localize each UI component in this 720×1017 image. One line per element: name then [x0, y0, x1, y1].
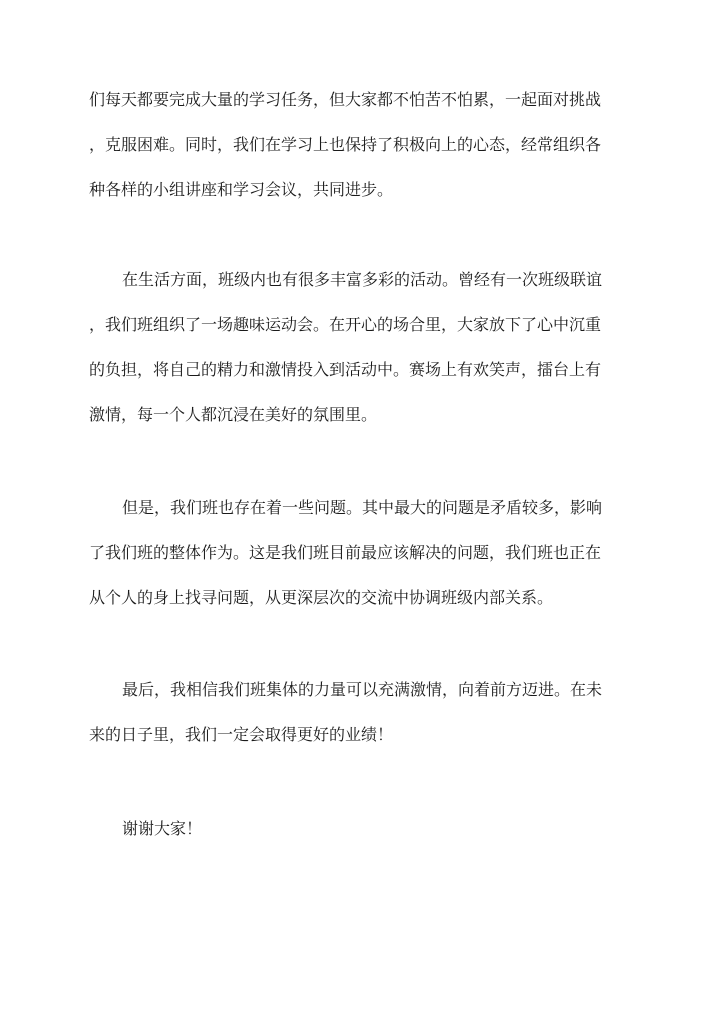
text-line: 种各样的小组讲座和学习会议，共同进步。: [89, 180, 394, 199]
text-line: 最后，我相信我们班集体的力量可以充满激情，向着前方迈进。在未: [122, 680, 603, 699]
text-line: 的负担，将自己的精力和激情投入到活动中。赛场上有欢笑声，擂台上有: [89, 360, 602, 379]
text-line: 从个人的身上找寻问题，从更深层次的交流中协调班级内部关系。: [89, 588, 554, 607]
text-line: 们每天都要完成大量的学习任务，但大家都不怕苦不怕累，一起面对挑战: [89, 90, 602, 109]
text-line: 来的日子里，我们一定会取得更好的业绩！: [89, 725, 394, 744]
text-line: 激情，每一个人都沉浸在美好的氛围里。: [89, 405, 378, 424]
text-line: 在生活方面，班级内也有很多丰富多彩的活动。曾经有一次班级联谊: [122, 270, 603, 289]
text-line: ，克服困难。同时，我们在学习上也保持了积极向上的心态，经常组织各: [89, 135, 602, 154]
closing-line: 谢谢大家！: [122, 819, 203, 838]
text-line: ，我们班组织了一场趣味运动会。在开心的场合里，大家放下了心中沉重: [89, 315, 602, 334]
text-line: 了我们班的整体作为。这是我们班目前最应该解决的问题，我们班也正在: [89, 543, 602, 562]
text-line: 但是，我们班也存在着一些问题。其中最大的问题是矛盾较多，影响: [122, 498, 603, 517]
